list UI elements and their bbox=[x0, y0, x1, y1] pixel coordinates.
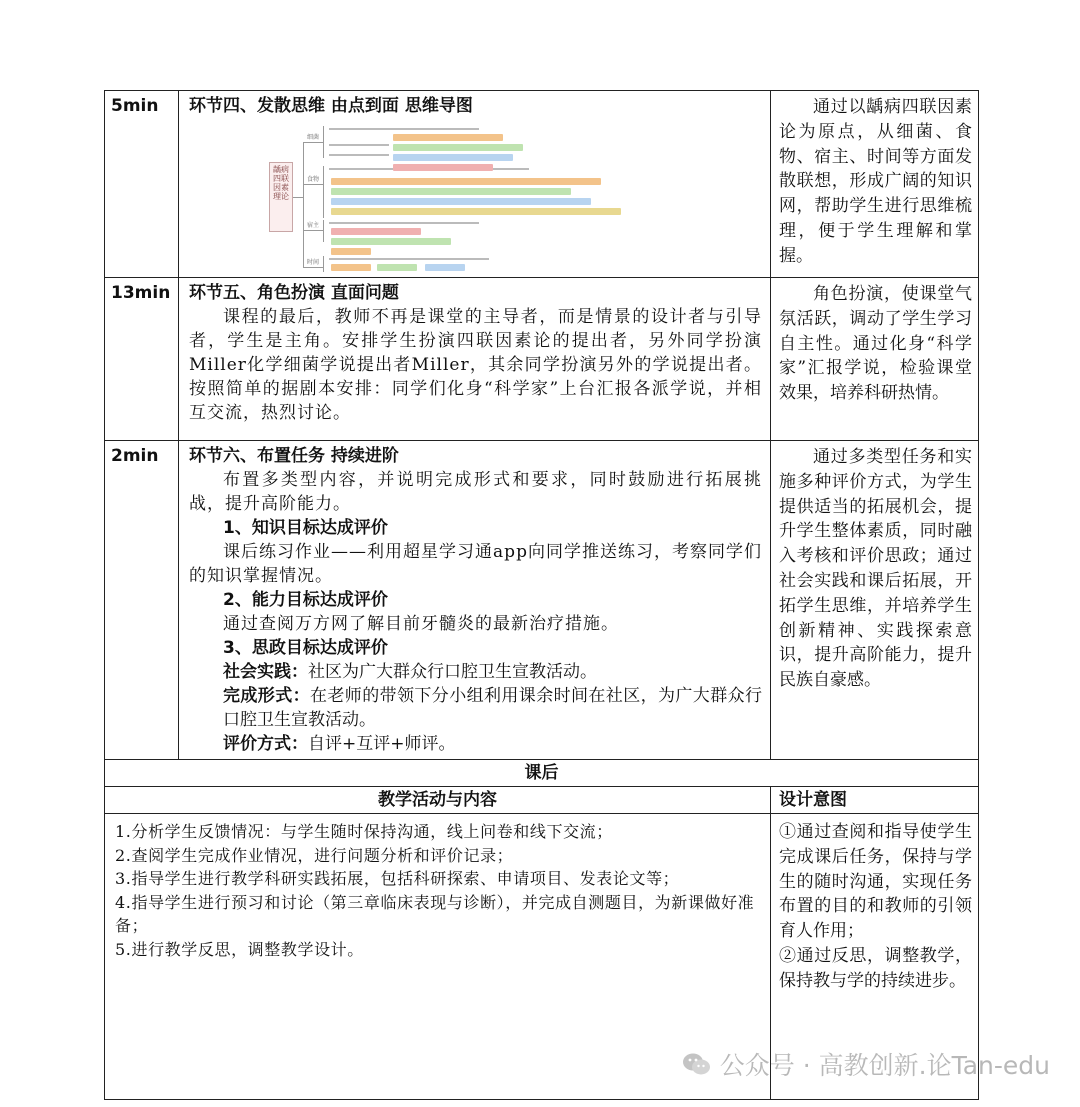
practice-line bbox=[189, 660, 762, 684]
table-row bbox=[105, 441, 979, 760]
time-cell: 2min bbox=[105, 441, 179, 760]
ability-eval-text: 通过查阅万方网了解目前牙髓炎的最新治疗措施。 bbox=[223, 614, 619, 634]
time-cell: 13min bbox=[105, 278, 179, 441]
list-item: 2.查阅学生完成作业情况，进行问题分析和评价记录； bbox=[115, 845, 514, 865]
activity-cell bbox=[179, 91, 771, 278]
watermark-text: 公众号 · 高教创新.论Tan-edu bbox=[719, 1051, 1050, 1080]
branch-food: 食物 bbox=[307, 176, 320, 183]
list-item: ②通过反思，调整教学，保持教与学的持续进步。 bbox=[779, 945, 972, 991]
branch-bacteria: 细菌 bbox=[307, 134, 320, 141]
knowledge-eval-text: 课后练习作业——利用超星学习通app向同学推送练习，考察同学们的知识掌握情况。 bbox=[189, 542, 762, 586]
form-text: 在老师的带领下分小组利用课余时间在社区，为广大群众行口腔卫生宣教活动。 bbox=[223, 686, 762, 730]
watermark bbox=[682, 1046, 1050, 1082]
table-row bbox=[105, 278, 979, 441]
table-row bbox=[105, 91, 979, 278]
ideology-eval-heading: 3、思政目标达成评价 bbox=[223, 638, 388, 658]
list-item: 1.分析学生反馈情况：与学生随时保持沟通，线上问卷和线下交流； bbox=[115, 822, 613, 841]
design-intent-cell bbox=[771, 91, 979, 278]
design-intent-cell bbox=[771, 278, 979, 441]
after-class-row bbox=[105, 760, 979, 787]
after-class-header-row bbox=[105, 787, 979, 814]
form-line bbox=[189, 684, 762, 732]
section-heading: 环节六、布置任务 持续进阶 bbox=[189, 446, 399, 466]
time-cell: 5min bbox=[105, 91, 179, 278]
after-class-title: 课后 bbox=[105, 760, 979, 787]
list-item: ①通过查阅和指导使学生完成课后任务，保持与学生的随时沟通，实现任务布置的目的和教师的引领育人作用； bbox=[779, 822, 972, 942]
eval-line bbox=[189, 732, 762, 756]
section-body: 布置多类型内容，并说明完成形式和要求，同时鼓励进行拓展挑战，提升高阶能力。 bbox=[189, 470, 762, 514]
section-heading: 环节四、发散思维 由点到面 思维导图 bbox=[189, 96, 473, 116]
intent-text: 角色扮演，使课堂气氛活跃，调动了学生学习自主性。通过化身“科学家”汇报学说，检验课堂效果，培养科研热情。 bbox=[779, 284, 972, 404]
section-body: 课程的最后，教师不再是课堂的主导者，而是情景的设计者与引导者，学生是主角。安排学生扮演四联因素论的提出者，另外同学扮演Miller化学细菌学说提出者Miller，其余同学扮演另外的学说提出者。按照简单的据剧本安排：同学们化身“科学家”上台汇报各派学说，并相互交流，热烈讨论。 bbox=[189, 307, 762, 423]
intent-text: 通过以龋病四联因素论为原点，从细菌、食物、宿主、时间等方面发散联想，形成广阔的知识网，帮助学生进行思维梳理，便于学生理解和掌握。 bbox=[779, 97, 972, 266]
eval-text: 自评+互评+师评。 bbox=[308, 734, 456, 754]
ability-eval-heading: 2、能力目标达成评价 bbox=[223, 590, 388, 610]
section-heading: 环节五、角色扮演 直面问题 bbox=[189, 283, 399, 303]
intent-text: 通过多类型任务和实施多种评价方式，为学生提供适当的拓展机会，提升学生整体素质，同时融入考核和评价思政；通过社会实践和课后拓展，开拓学生思维，并培养学生创新精神、实践探索意识，提升高阶能力，提升民族自豪感。 bbox=[779, 447, 972, 691]
activity-cell bbox=[179, 278, 771, 441]
form-label: 完成形式： bbox=[223, 686, 310, 706]
lesson-plan-table bbox=[104, 90, 978, 1100]
knowledge-eval-heading: 1、知识目标达成评价 bbox=[223, 518, 388, 538]
practice-text: 社区为广大群众行口腔卫生宣教活动。 bbox=[308, 662, 597, 682]
list-item: 4.指导学生进行预习和讨论（第三章临床表现与诊断），并完成自测题目，为新课做好准备； bbox=[115, 892, 755, 935]
after-class-activities bbox=[105, 814, 771, 1100]
eval-label: 评价方式： bbox=[223, 734, 308, 754]
practice-label: 社会实践： bbox=[223, 662, 308, 682]
list-item: 5.进行教学反思，调整教学设计。 bbox=[115, 939, 364, 959]
design-intent-cell bbox=[771, 441, 979, 760]
list-item: 3.指导学生进行教学科研实践拓展，包括科研探索、申请项目、发表论文等； bbox=[115, 869, 680, 888]
mind-map-figure bbox=[269, 122, 789, 274]
branch-host: 宿主 bbox=[307, 222, 320, 229]
activity-column-header: 教学活动与内容 bbox=[105, 787, 771, 814]
intent-column-header: 设计意图 bbox=[771, 787, 979, 814]
branch-time: 时间 bbox=[307, 259, 320, 266]
mind-map-root: 龋病四联因素理论 bbox=[269, 162, 293, 232]
activity-cell bbox=[179, 441, 771, 760]
wechat-icon bbox=[682, 1051, 712, 1077]
